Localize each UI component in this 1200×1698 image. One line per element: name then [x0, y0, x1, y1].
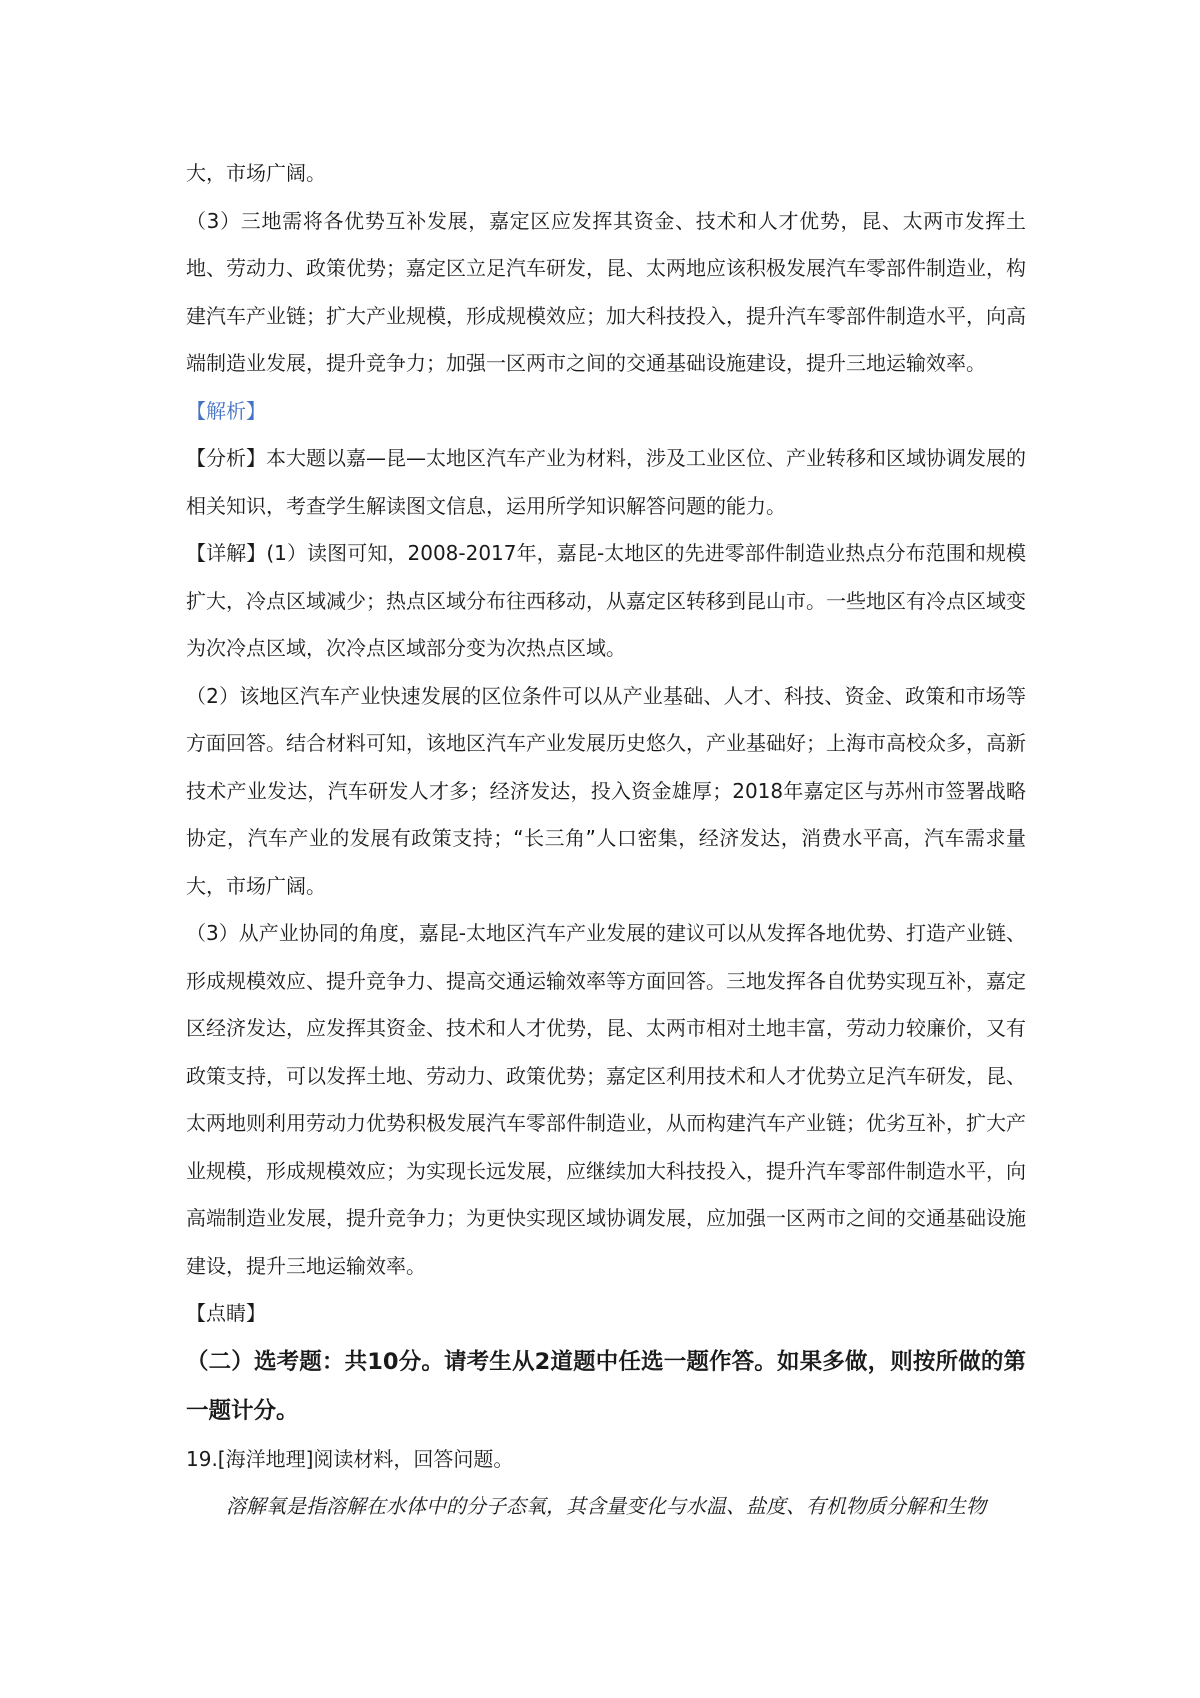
material-text: 溶解氧是指溶解在水体中的分子态氧，其含量变化与水温、盐度、有机物质分解和生物	[226, 1494, 986, 1518]
question-19: 19.[海洋地理]阅读材料，回答问题。	[186, 1446, 514, 1471]
analysis-tag: 【解析】	[186, 398, 266, 423]
detail-part-3: （3）从产业协同的角度，嘉昆-太地区汽车产业发展的建议可以从发挥各地优势、打造产业链、形成规模效应、提升竞争力、提高交通运输效率等方面回答。三地发挥各自优势实现互补，嘉定区经济发达，应发挥其资金、技术和人才优势，昆、太两市相对土地丰富，劳动力较廉价，又有政策支持，可以发挥土地、劳动力、政策优势；嘉定区利用技术和人才优势立足汽车研发，昆、太两地则利用劳动力优势积极发展汽车零部件制造业，从而构建汽车产业链；优劣互补，扩大产业规模，形成规模效应；为实现长远发展，应继续加大科技投入，提升汽车零部件制造水平，向高端制造业发展，提升竞争力；为更快实现区域协调发展，应加强一区两市之间的交通基础设施建设，提升三地运输效率。	[186, 921, 1026, 1278]
answer-tail: 大，市场广阔。	[186, 161, 326, 185]
detail-part-2: （2）该地区汽车产业快速发展的区位条件可以从产业基础、人才、科技、资金、政策和市场等方面回答。结合材料可知，该地区汽车产业发展历史悠久，产业基础好；上海市高校众多，高新技术产业发达，汽车研发人才多；经济发达，投入资金雄厚；2018年嘉定区与苏州市签署战略协定，汽车产业的发展有政策支持；“长三角”人口密集，经济发达，消费水平高，汽车需求量大，市场广阔。	[186, 683, 1026, 898]
document-body	[186, 150, 1026, 1531]
section-heading: （二）选考题：共10分。请考生从2道题中任选一题作答。如果多做，则按所做的第一题计分。	[186, 1348, 1026, 1424]
dianjing-tag: 【点睛】	[186, 1301, 266, 1325]
detail-part-1: 【详解】(1）读图可知，2008-2017年，嘉昆-太地区的先进零部件制造业热点分布范围和规模扩大，冷点区域减少；热点区域分布往西移动，从嘉定区转移到昆山市。一些地区有冷点区域变为次冷点区域，次冷点区域部分变为次热点区域。	[186, 541, 1026, 660]
answer-part-3: （3）三地需将各优势互补发展，嘉定区应发挥其资金、技术和人才优势，昆、太两市发挥土地、劳动力、政策优势；嘉定区立足汽车研发，昆、太两地应该积极发展汽车零部件制造业，构建汽车产业链；扩大产业规模，形成规模效应；加大科技投入，提升汽车零部件制造水平，向高端制造业发展，提升竞争力；加强一区两市之间的交通基础设施建设，提升三地运输效率。	[186, 208, 1026, 375]
analysis-fenxi: 【分析】本大题以嘉—昆—太地区汽车产业为材料，涉及工业区位、产业转移和区域协调发展的相关知识，考查学生解读图文信息，运用所学知识解答问题的能力。	[186, 446, 1026, 518]
